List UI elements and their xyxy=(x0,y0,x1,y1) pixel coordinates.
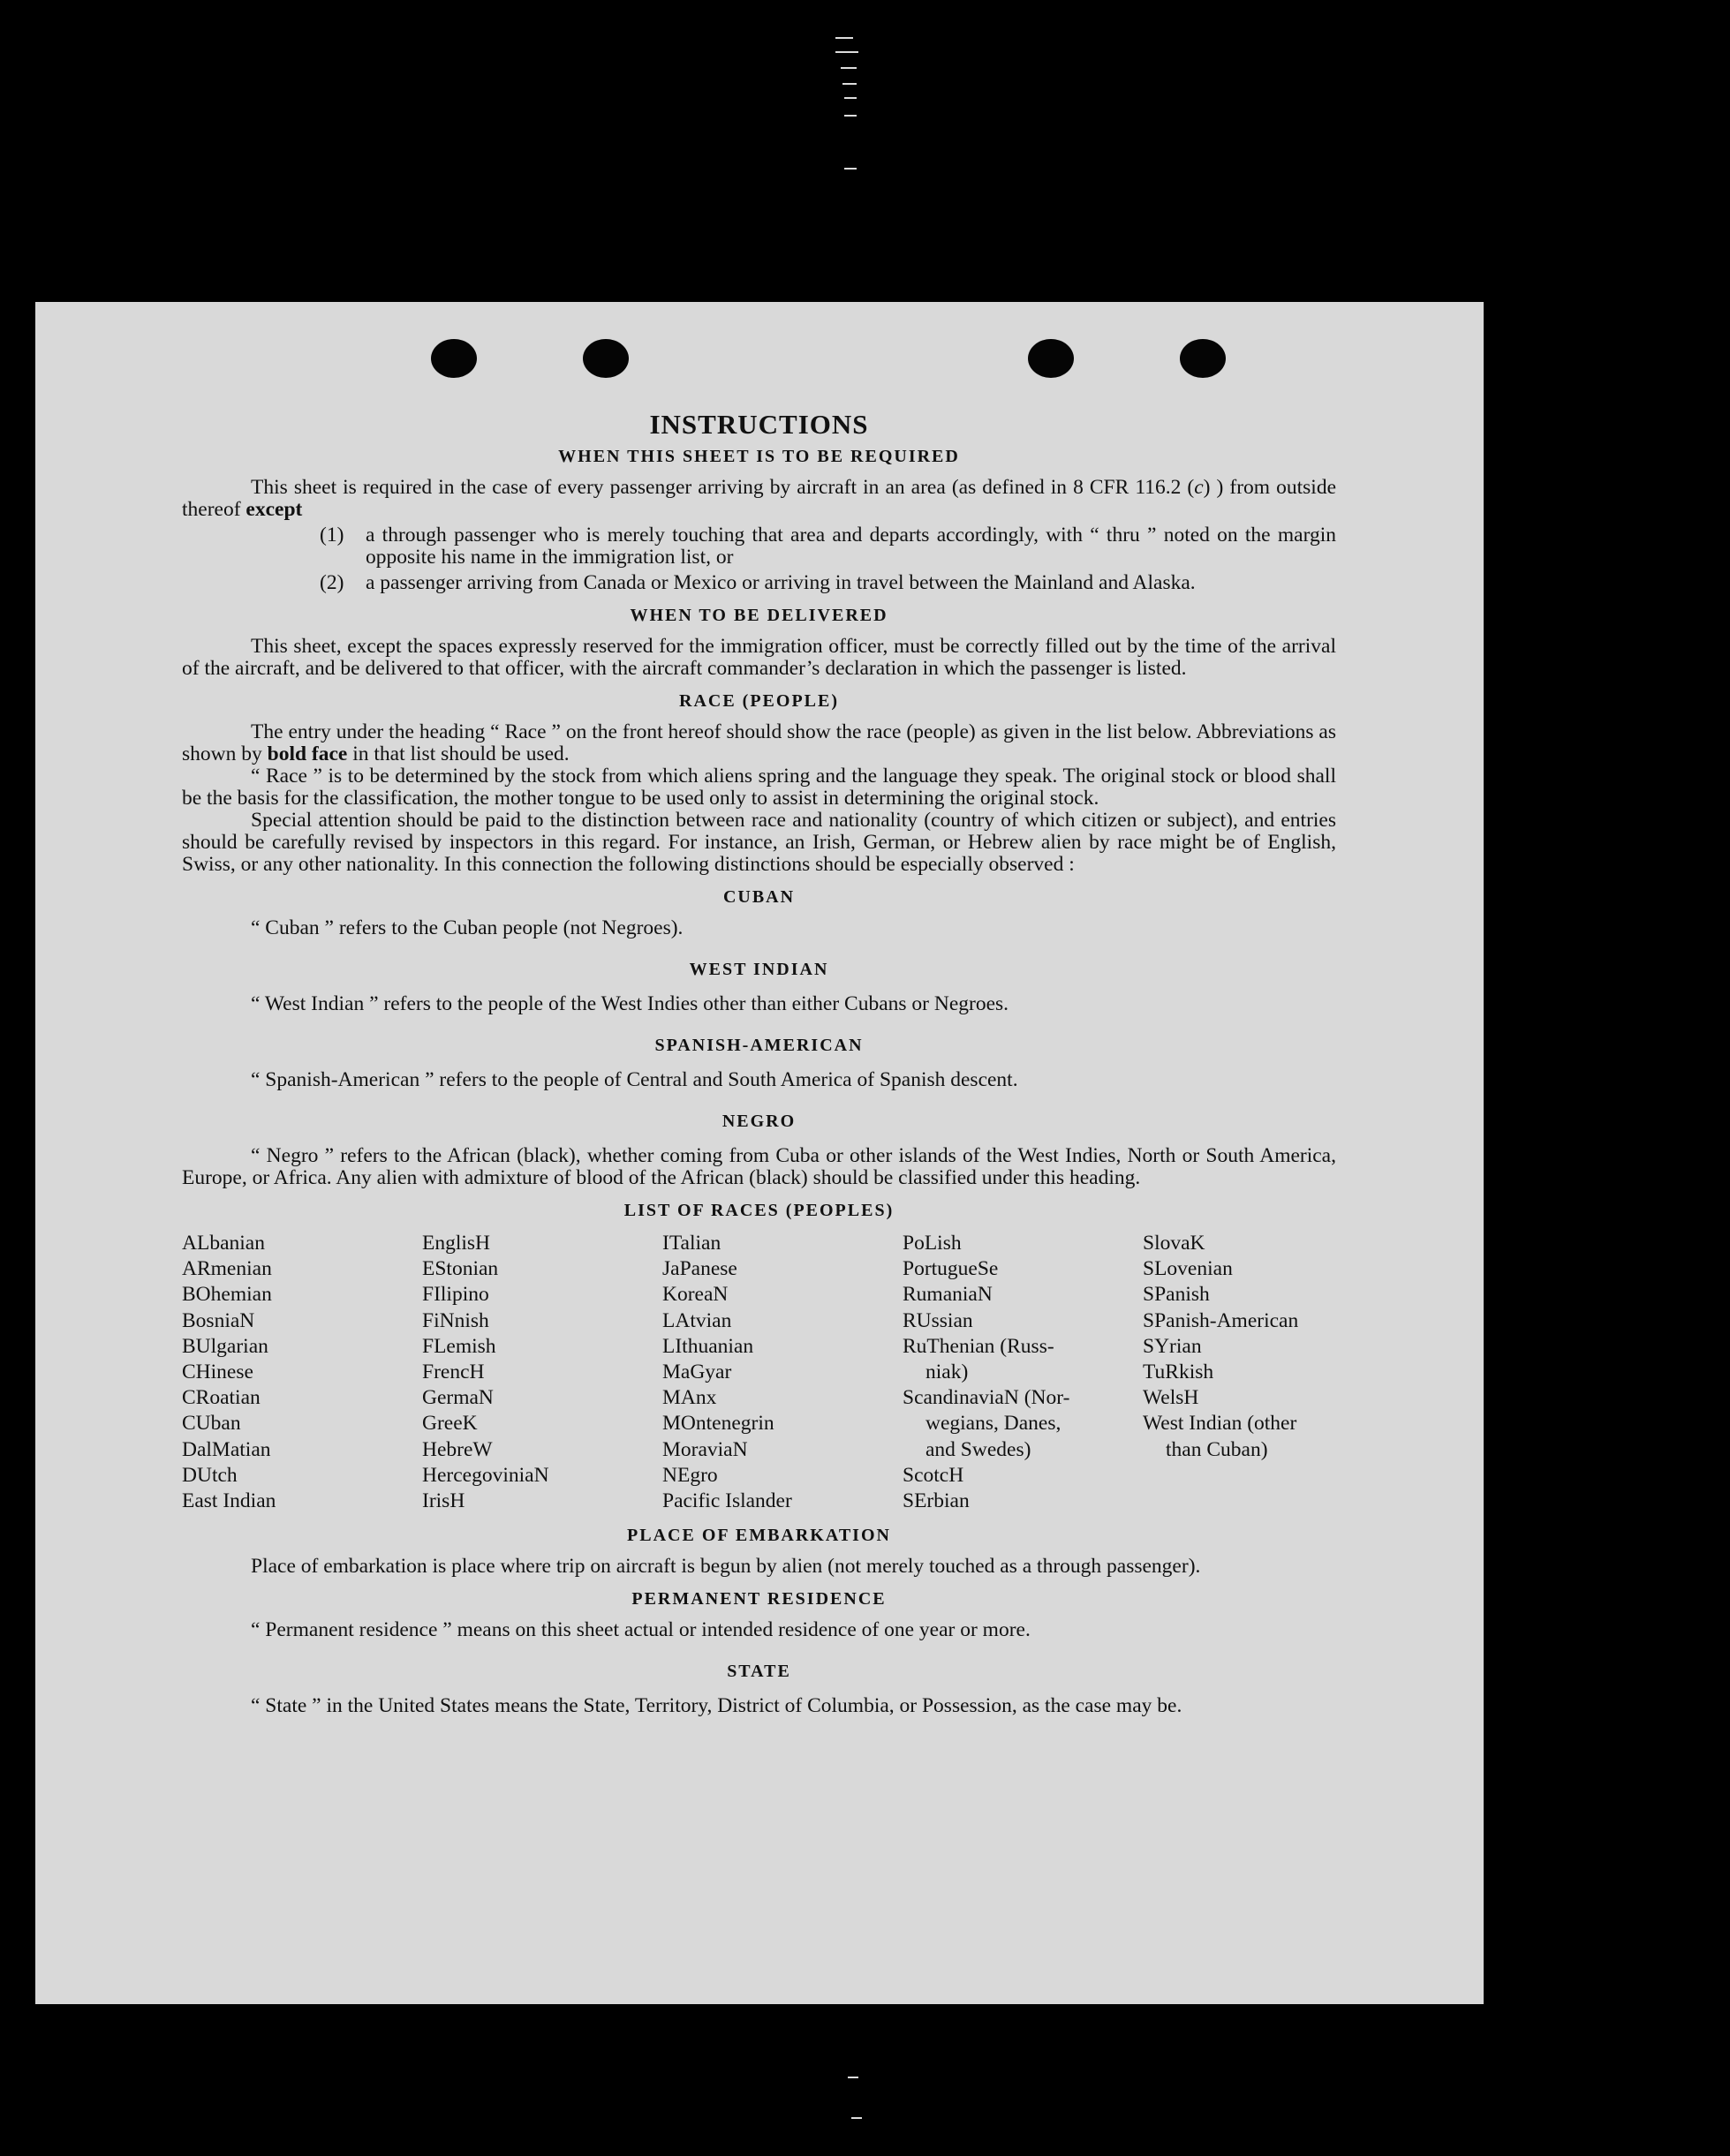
punch-hole xyxy=(583,339,629,378)
race-entry: wegians, Danes, xyxy=(925,1412,1061,1436)
race-entry: than Cuban) xyxy=(1166,1437,1268,1461)
races-column xyxy=(182,1231,422,1514)
race-entry: MoraviaN xyxy=(662,1437,748,1461)
scan-mark xyxy=(835,37,853,39)
race-entry: IrisH xyxy=(422,1489,465,1513)
item-number: (1) xyxy=(320,524,344,547)
punch-hole xyxy=(1028,339,1074,378)
race-entry: DUtch xyxy=(182,1463,238,1487)
section-heading-race: RACE (PEOPLE) xyxy=(679,691,839,711)
paragraph-required-intro: This sheet is required in the case of every passenger arriving by aircraft in an area (as defined in 8 CFR 116.2 (c) ) from outside thereof except xyxy=(182,476,1336,521)
race-entry: and Swedes) xyxy=(925,1437,1031,1461)
race-entry: ARmenian xyxy=(182,1257,272,1281)
race-entry: PortugueSe xyxy=(903,1257,999,1281)
section-heading-west-indian: WEST INDIAN xyxy=(689,960,829,979)
scan-mark xyxy=(844,97,857,99)
item-text: a passenger arriving from Canada or Mexico or arriving in travel between the Mainland and Alaska. xyxy=(366,571,1196,594)
scan-mark xyxy=(841,67,857,69)
paragraph-race-3: Special attention should be paid to the distinction between race and nationality (country of which citizen or subject), and entries should be carefully revised by inspectors in this regard. For instance, an Irish, German, or Hebrew alien by race might be of English, Swiss, or any other nationality. In this connection the following distinctions should be especially observed : xyxy=(182,809,1336,876)
item-text: a through passenger who is merely touching that area and departs accordingly, with “ thru ” noted on the margin opposite his name in the immigration list, or xyxy=(366,524,1336,569)
race-entry: LIthuanian xyxy=(662,1334,754,1358)
race-entry: GreeK xyxy=(422,1412,478,1436)
race-entry: FLemish xyxy=(422,1334,496,1358)
scan-mark xyxy=(842,83,857,85)
race-entry: SErbian xyxy=(903,1489,970,1513)
section-heading-delivered: WHEN TO BE DELIVERED xyxy=(630,606,888,625)
races-column xyxy=(1143,1231,1383,1514)
race-entry: SYrian xyxy=(1143,1334,1202,1358)
punch-hole xyxy=(1180,339,1226,378)
section-heading-negro: NEGRO xyxy=(721,1112,797,1131)
race-entry: SPanish-American xyxy=(1143,1308,1299,1332)
race-entry: NEgro xyxy=(662,1463,718,1487)
race-entry: GermaN xyxy=(422,1386,494,1410)
instructions-content xyxy=(182,409,1336,1718)
scan-mark xyxy=(848,2077,858,2078)
paragraph-embarkation: Place of embarkation is place where trip on aircraft is begun by alien (not merely touched as a through passenger). xyxy=(251,1555,1201,1579)
race-entry: RUssian xyxy=(903,1308,973,1332)
race-entry: SPanish xyxy=(1143,1283,1210,1307)
race-entry: West Indian (other xyxy=(1143,1412,1297,1436)
race-entry: ScotcH xyxy=(903,1463,964,1487)
paragraph-delivered: This sheet, except the spaces expressly reserved for the immigration officer, must be correctly filled out by the time of the arrival of the aircraft, and be delivered to that officer, with the aircraft commander’s declaration in which the passenger is listed. xyxy=(182,635,1336,680)
race-entry: SlovaK xyxy=(1143,1232,1205,1255)
races-column xyxy=(422,1231,662,1514)
race-entry: RuThenian (Russ- xyxy=(903,1334,1054,1358)
paragraph-race-2: “ Race ” is to be determined by the stock from which aliens spring and the language they speak. The original stock or blood shall be the basis for the classification, the mother tongue to be used only to assist in determining the original stock. xyxy=(182,765,1336,810)
race-entry: MaGyar xyxy=(662,1361,732,1384)
race-entry: ScandinaviaN (Nor- xyxy=(903,1386,1070,1410)
race-entry: TuRkish xyxy=(1143,1361,1214,1384)
paragraph-state: “ State ” in the United States means the State, Territory, District of Columbia, or Possession, as the case may be. xyxy=(251,1694,1182,1718)
race-entry: WelsH xyxy=(1143,1386,1199,1410)
section-heading-state: STATE xyxy=(727,1662,791,1682)
race-entry: CRoatian xyxy=(182,1386,261,1410)
races-list xyxy=(182,1231,1336,1514)
scan-mark xyxy=(844,168,857,170)
race-entry: BosniaN xyxy=(182,1308,255,1332)
race-entry: CHinese xyxy=(182,1361,253,1384)
section-heading-spanish-american: SPANISH-AMERICAN xyxy=(654,1036,864,1055)
race-entry: LAtvian xyxy=(662,1308,732,1332)
scan-mark xyxy=(844,115,857,117)
races-column xyxy=(662,1231,903,1514)
race-entry: EStonian xyxy=(422,1257,499,1281)
section-heading-embarkation: PLACE OF EMBARKATION xyxy=(627,1526,891,1546)
race-entry: HercegoviniaN xyxy=(422,1463,549,1487)
race-entry: DalMatian xyxy=(182,1437,271,1461)
paragraph-residence: “ Permanent residence ” means on this sheet actual or intended residence of one year or more. xyxy=(251,1618,1031,1642)
race-entry: HebreW xyxy=(422,1437,493,1461)
race-entry: FIlipino xyxy=(422,1283,489,1307)
page-title: INSTRUCTIONS xyxy=(649,409,869,440)
document-page xyxy=(35,302,1484,2004)
race-entry: FrencH xyxy=(422,1361,485,1384)
punch-hole xyxy=(431,339,477,378)
race-entry: EnglisH xyxy=(422,1232,491,1255)
race-entry: CUban xyxy=(182,1412,241,1436)
paragraph-west-indian: “ West Indian ” refers to the people of the West Indies other than either Cubans or Negroes. xyxy=(251,992,1009,1015)
list-item xyxy=(320,572,1336,594)
race-entry: East Indian xyxy=(182,1489,276,1513)
race-entry: JaPanese xyxy=(662,1257,737,1281)
race-entry: ITalian xyxy=(662,1232,721,1255)
race-entry: MAnx xyxy=(662,1386,717,1410)
race-entry: KoreaN xyxy=(662,1283,729,1307)
item-number: (2) xyxy=(320,571,344,594)
race-entry: BUlgarian xyxy=(182,1334,268,1358)
race-entry: RumaniaN xyxy=(903,1283,993,1307)
section-heading-residence: PERMANENT RESIDENCE xyxy=(631,1589,887,1609)
section-heading-required: WHEN THIS SHEET IS TO BE REQUIRED xyxy=(558,447,960,466)
race-entry: ALbanian xyxy=(182,1232,265,1255)
section-heading-list-of-races: LIST OF RACES (PEOPLES) xyxy=(623,1201,895,1220)
race-entry: FiNnish xyxy=(422,1308,489,1332)
race-entry: BOhemian xyxy=(182,1283,272,1307)
list-item xyxy=(320,524,1336,569)
race-entry: SLovenian xyxy=(1143,1257,1233,1281)
scan-mark xyxy=(851,2117,862,2119)
race-entry: PoLish xyxy=(903,1232,962,1255)
section-heading-cuban: CUBAN xyxy=(722,887,796,907)
paragraph-race-1: The entry under the heading “ Race ” on the front hereof should show the race (people) as given in the list below. Abbreviations as shown by bold face in that list should be used. xyxy=(182,720,1336,765)
race-entry: niak) xyxy=(925,1361,969,1384)
paragraph-spanish-american: “ Spanish-American ” refers to the people of Central and South America of Spanish descent. xyxy=(251,1068,1018,1091)
race-entry: Pacific Islander xyxy=(662,1489,792,1513)
scan-mark xyxy=(835,51,858,53)
paragraph-cuban: “ Cuban ” refers to the Cuban people (not Negroes). xyxy=(251,916,684,939)
races-column xyxy=(903,1231,1143,1514)
paragraph-negro: “ Negro ” refers to the African (black), whether coming from Cuba or other islands of the West Indies, North or South America, Europe, or Africa. Any alien with admixture of blood of the African (black) should be classified under this heading. xyxy=(182,1144,1336,1189)
race-entry: MOntenegrin xyxy=(662,1412,774,1436)
